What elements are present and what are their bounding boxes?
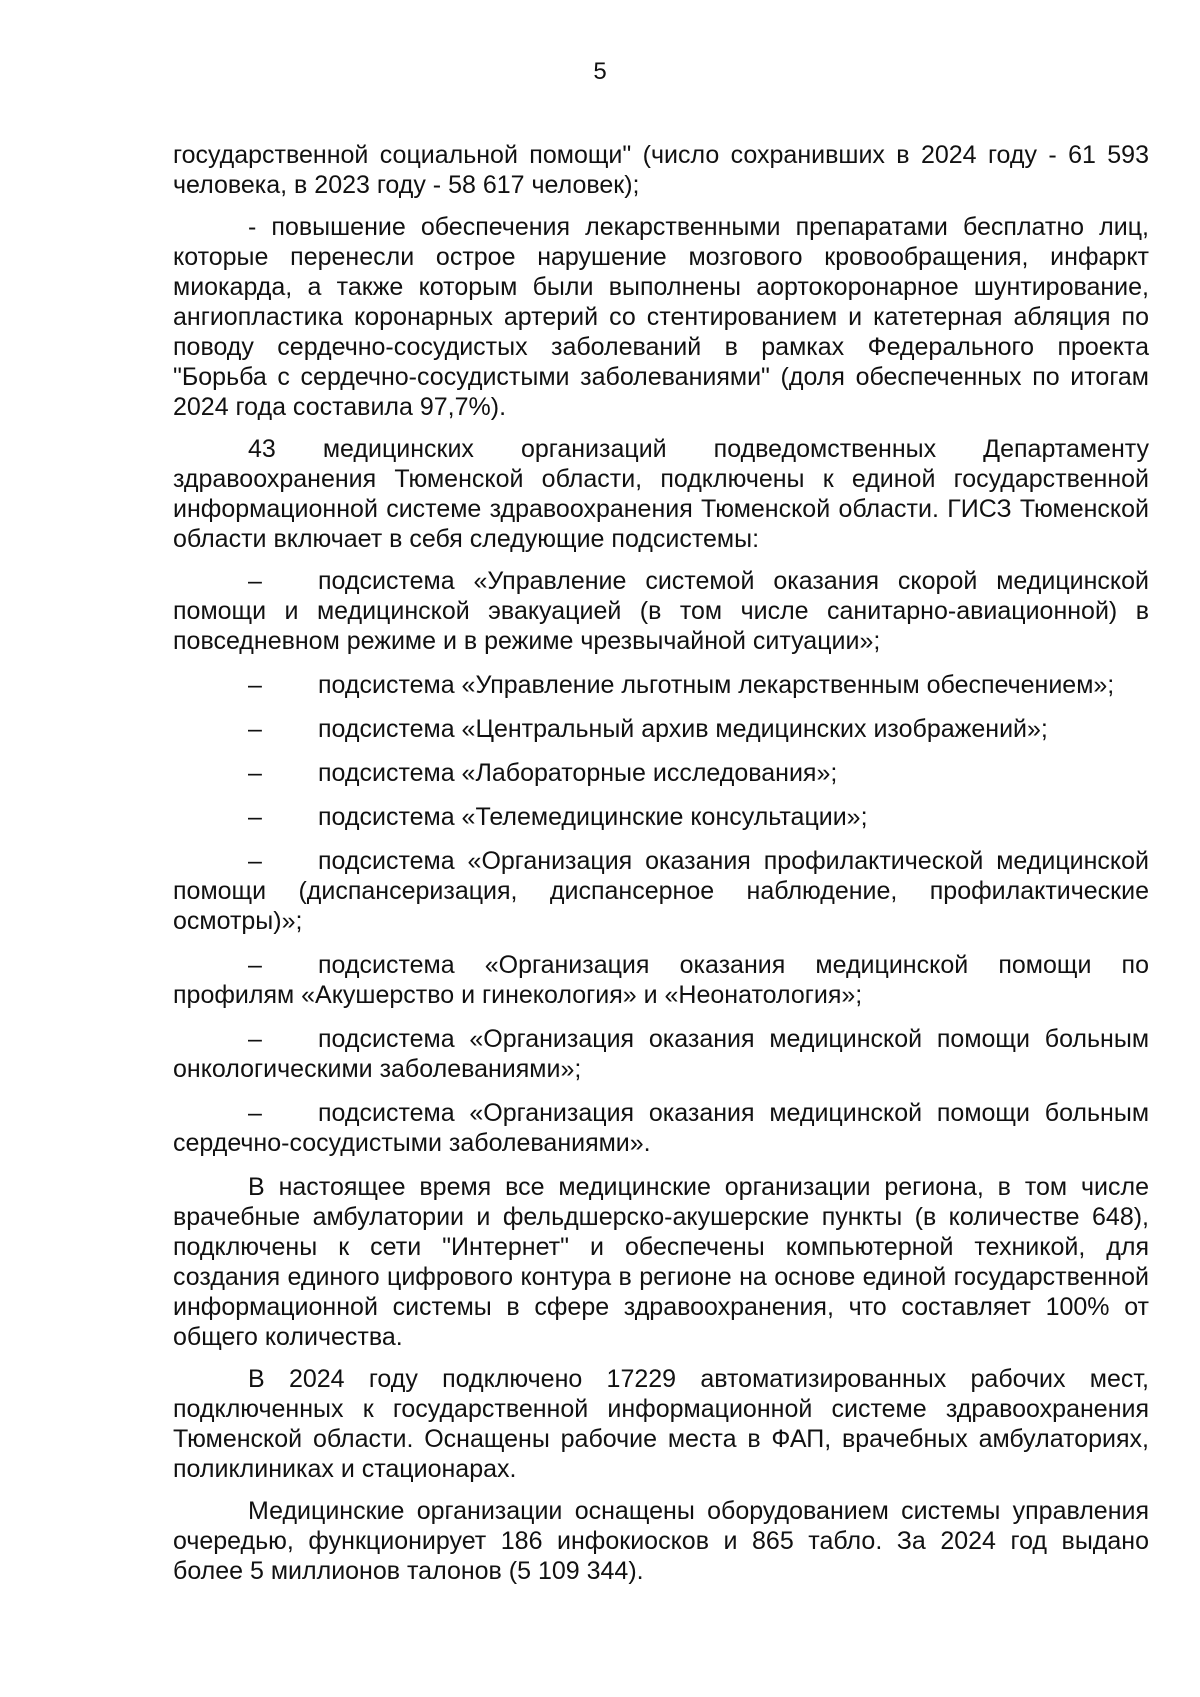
page-number: 5 (593, 58, 607, 85)
list-item-text: подсистема «Лабораторные исследования»; (318, 759, 838, 787)
dash-marker: – (248, 1025, 262, 1053)
paragraph-workstations: В 2024 году подключено 17229 автоматизированных рабочих мест, подключенных к государственной информационной системе здравоохранения Тюменской области. Оснащены рабочие места в ФАП, врачебных амбулаториях, поликлиниках и стационарах. (173, 1365, 1149, 1483)
list-item (173, 1098, 1149, 1158)
list-item (173, 758, 1149, 788)
dash-marker: – (248, 759, 262, 787)
paragraph-connected-organizations: 43 медицинских организаций подведомственных Департаменту здравоохранения Тюменской области, подключены к единой государственной информационной системе здравоохранения Тюменской области. ГИСЗ Тюменской области включает в себя следующие подсистемы: (173, 435, 1149, 553)
list-item (173, 670, 1149, 700)
list-item-text: подсистема «Управление системой оказания скорой медицинской помощи и медицинской эвакуацией (в том числе санитарно-авиационной) в повседневном режиме и в режиме чрезвычайной ситуации»; (173, 567, 1149, 655)
list-item (173, 714, 1149, 744)
dash-marker: – (248, 715, 262, 743)
list-item (173, 566, 1149, 656)
document-body (173, 140, 1149, 1598)
list-item-text: подсистема «Организация оказания медицинской помощи больным онкологическими заболеваниями»; (173, 1025, 1149, 1083)
paragraph-medication-provision: - повышение обеспечения лекарственными препаратами бесплатно лиц, которые перенесли острое нарушение мозгового кровообращения, инфаркт миокарда, а также которым были выполнены аортокоронарное шунтирование, ангиопластика коронарных артерий со стентированием и катетерная абляция по поводу сердечно-сосудистых заболеваний в рамках Федерального проекта "Борьба с сердечно-сосудистыми заболеваниями" (доля обеспеченных по итогам 2024 года составила 97,7%). (173, 213, 1149, 421)
list-item (173, 846, 1149, 936)
dash-marker: – (248, 1099, 262, 1127)
list-item-text: подсистема «Управление льготным лекарственным обеспечением»; (318, 671, 1115, 699)
dash-marker: – (248, 951, 262, 979)
list-item-text: подсистема «Организация оказания медицинской помощи по профилям «Акушерство и гинекология» и «Неонатология»; (173, 951, 1149, 1009)
dash-marker: – (248, 671, 262, 699)
paragraph-continuation: государственной социальной помощи" (число сохранивших в 2024 году - 61 593 человека, в 2023 году - 58 617 человек); (173, 141, 1149, 199)
dash-marker: – (248, 803, 262, 831)
dash-marker: – (248, 847, 262, 875)
list-item-text: подсистема «Организация оказания медицинской помощи больным сердечно-сосудистыми заболеваниями». (173, 1099, 1149, 1157)
dash-marker: – (248, 567, 262, 595)
list-item-text: подсистема «Организация оказания профилактической медицинской помощи (диспансеризация, диспансерное наблюдение, профилактические осмотры)»; (173, 847, 1149, 935)
paragraph-internet-connection: В настоящее время все медицинские организации региона, в том числе врачебные амбулатории и фельдшерско-акушерские пункты (в количестве 648), подключены к сети "Интернет" и обеспечены компьютерной техникой, для создания единого цифрового контура в регионе на основе единой государственной информационной системы в сфере здравоохранения, что составляет 100% от общего количества. (173, 1173, 1149, 1351)
list-item (173, 1024, 1149, 1084)
list-item-text: подсистема «Телемедицинские консультации»; (318, 803, 868, 831)
list-item (173, 802, 1149, 832)
list-item-text: подсистема «Центральный архив медицинских изображений»; (318, 715, 1048, 743)
paragraph-queue-system: Медицинские организации оснащены оборудованием системы управления очередью, функционирует 186 инфокиосков и 865 табло. За 2024 год выдано более 5 миллионов талонов (5 109 344). (173, 1497, 1149, 1585)
list-item (173, 950, 1149, 1010)
